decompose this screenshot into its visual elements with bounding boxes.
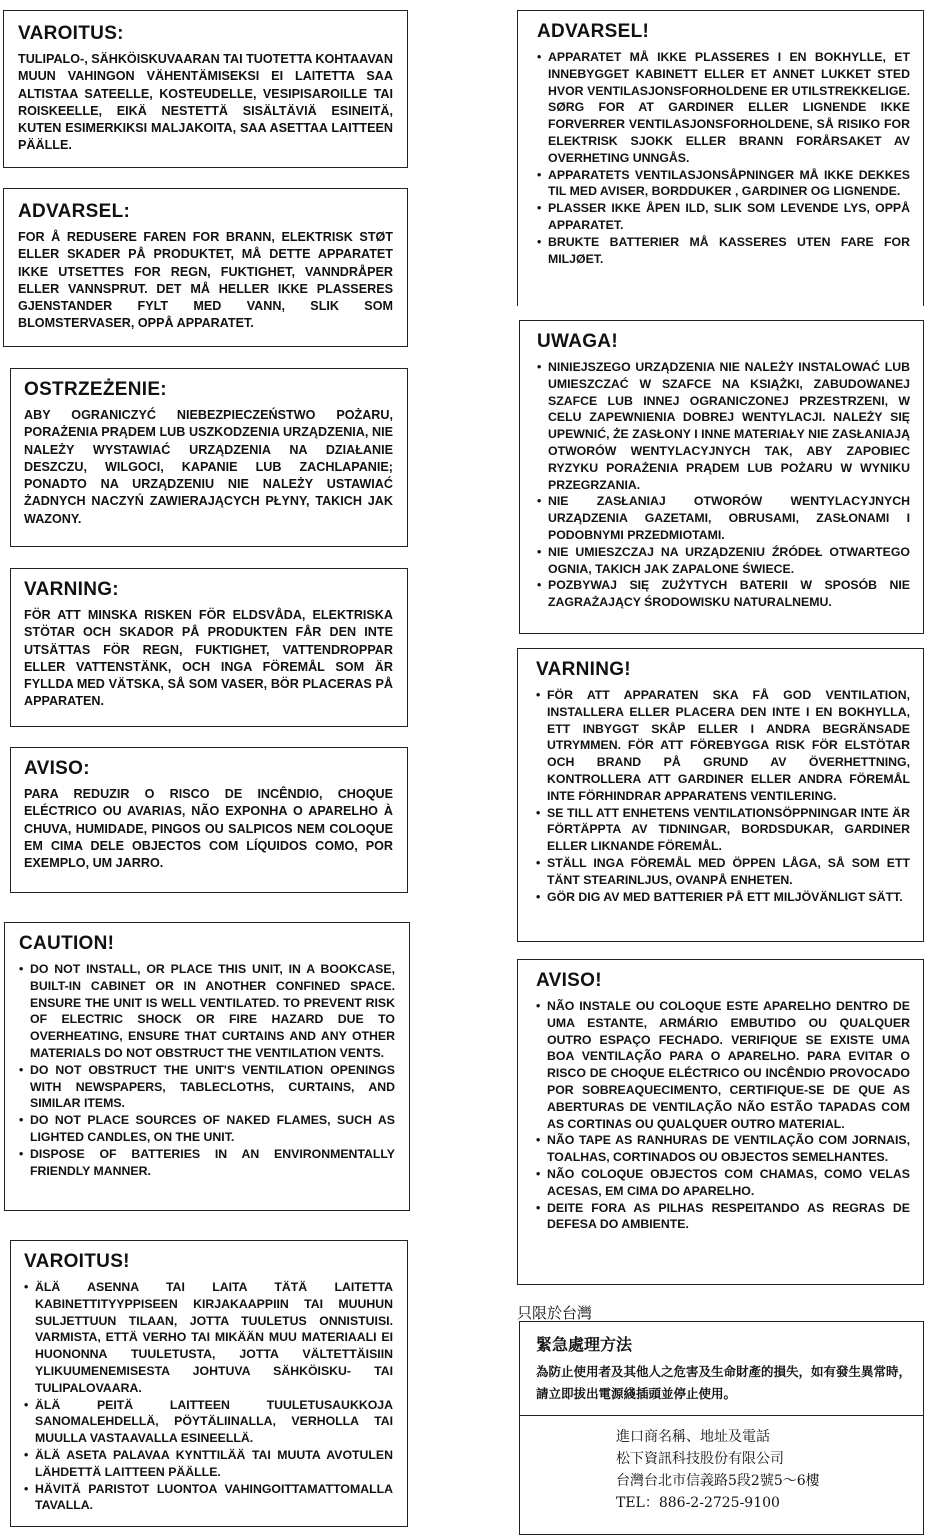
- caution-item: • NINIEJSZEGO URZĄDZENIA NIE NALEŻY INSTALOWAĆ LUB UMIESZCZAĆ W SZAFCE NA KSIĄŻKI, ZABUDOWANEJ SZAFCE LUB INNEJ OGRANICZONEJ PRZESTRZENI, W CELU ZAPEWNIENIA DOBREJ WENTYLACJI. NALEŻY SIĘ UPEWNIĆ, ŻE ZASŁONY I INNE MATERIAŁY NIE ZASŁANIAJĄ OTWORÓW WENTYLACYJNYCH TAK, ABY ZAPOBIEC RYZYKU PORAŻENIA PRĄDEM LUB POŻARU W WYNIKU PRZEGRZANIA.: [537, 359, 910, 493]
- importer-company: 松下資訊科技股份有限公司: [616, 1451, 784, 1467]
- importer-phone: TEL：886-2-2725-9100: [616, 1495, 780, 1511]
- caution-item: • ÄLÄ ASENNA TAI LAITA TÄTÄ LAITETTA KABINETTITYYPPISEEN KIRJAKAAPPIIN TAI MUUHUN SULJETTUUN TILAAN, JOTTA TUULETUS ONNISTUISI. VARMISTA, ETTÄ VERHO TAI MIKÄÄN MUU MATERIAALI EI HUONONNA TUULETUSTA, JOTTA VÄLTETTÄISIIN YLIKUUMENEMISESTA JOHTUVA SÄHKÖISKU- TAI TULIPALOVAARA.: [24, 1279, 393, 1397]
- warning-text: FOR Å REDUSERE FAREN FOR BRANN, ELEKTRISK STØT ELLER SKADER PÅ PRODUKTET, MÅ DETTE APPARATET IKKE UTSETTES FOR REGN, FUKTIGHET, VANNDRÅPER ELLER VANNSPRUT. DET MÅ HELLER IKKE PLASSERES GJENSTANDER FYLT MED VANN, SLIK SOM BLOMSTERVASER, OPPÅ APPARATET.: [18, 230, 393, 331]
- caution-box-norwegian: [517, 10, 924, 306]
- caution-item: • NÃO COLOQUE OBJECTOS COM CHAMAS, COMO VELAS ACESAS, EM CIMA DO APARELHO.: [536, 1166, 910, 1200]
- warning-text: FÖR ATT MINSKA RISKEN FÖR ELDSVÅDA, ELEKTRISKA STÖTAR OCH SKADOR PÅ PRODUKTEN FÅR DEN INTE UTSÄTTAS FÖR REGN, FUKTIGHET, VATTENDROPPAR ELLER VATTENSTÄNK, OCH INGA FÖREMÅL SOM ÄR FYLLDA MED VÄTSKA, SÅ SOM VASER, BÖR PLACERAS PÅ APPARATEN.: [24, 608, 393, 709]
- caution-item: • APPARATETS VENTILASJONSÅPNINGER MÅ IKKE DEKKES TIL MED AVISER, BORDDUKER , GARDINER OG LIGNENDE.: [537, 167, 910, 201]
- emergency-text: 為防止使用者及其他人之危害及生命財產的損失，如有發生異常時，請立即拔出電源綫插頭並停止使用。: [536, 1365, 912, 1401]
- warning-box-portuguese: [10, 747, 408, 893]
- caution-list: [24, 1279, 393, 1514]
- caution-item: • NIE UMIESZCZAJ NA URZĄDZENIU ŹRÓDEŁ OTWARTEGO OGNIA, TAKICH JAK ZAPALONE ŚWIECE.: [537, 544, 910, 578]
- caution-list: [537, 359, 910, 611]
- caution-box-english: [4, 922, 410, 1211]
- caution-list: [537, 49, 910, 267]
- caution-item: • DO NOT PLACE SOURCES OF NAKED FLAMES, SUCH AS LIGHTED CANDLES, ON THE UNIT.: [19, 1112, 395, 1146]
- caution-item: • POZBYWAJ SIĘ ZUŻYTYCH BATERII W SPOSÓB NIE ZAGRAŻAJĄCY ŚRODOWISKU NATURALNEMU.: [537, 577, 910, 611]
- warning-text: TULIPALO-, SÄHKÖISKUVAARAN TAI TUOTETTA KOHTAAVAN MUUN VAHINGON VÄHENTÄMISEKSI EI LAITETTA SAA ALTISTAA SATEELLE, KOSTEUDELLE, VESIPISAROILLE TAI ROISKEELLE, EIKÄ NESTETTÄ SISÄLTÄVIÄ ESINEITÄ, KUTEN ESIMERKIKSI MALJAKOITA, SAA ASETTAA LAITTEEN PÄÄLLE.: [18, 52, 393, 153]
- caution-item: • PLASSER IKKE ÅPEN ILD, SLIK SOM LEVENDE LYS, OPPÅ APPARATET.: [537, 200, 910, 234]
- caution-list: [536, 998, 910, 1233]
- caution-item: • HÄVITÄ PARISTOT LUONTOA VAHINGOITTAMATTOMALLA TAVALLA.: [24, 1481, 393, 1515]
- warning-box-norwegian: [3, 188, 408, 347]
- caution-item: • NÃO TAPE AS RANHURAS DE VENTILAÇÃO COM JORNAIS, TOALHAS, CORTINADOS OU OBJECTOS SEMELHANTES.: [536, 1132, 910, 1166]
- caution-box-portuguese: [517, 959, 924, 1285]
- caution-item: • NÃO INSTALE OU COLOQUE ESTE APARELHO DENTRO DE UMA ESTANTE, ARMÁRIO EMBUTIDO OU QUALQUER OUTRO ESPAÇO FECHADO. VERIFIQUE SE EXISTE UMA BOA VENTILAÇÃO PARA O APARELHO. PARA EVITAR O RISCO DE CHOQUE ELÉCTRICO OU INCÊNDIO PROVOCADO POR SOBREAQUECIMENTO, CERTIFIQUE-SE DE QUE AS ABERTURAS DE VENTILAÇÃO NÃO ESTÃO TAPADAS COM AS CORTINAS OU QUALQUER OUTRO MATERIAL.: [536, 998, 910, 1132]
- caution-title: UWAGA!: [537, 331, 618, 352]
- caution-list: [19, 961, 395, 1179]
- caution-item: • APPARATET MÅ IKKE PLASSERES I EN BOKHYLLE, ET INNEBYGGET KABINETT ELLER ET ANNET LUKKET STED HVOR VENTILASJONSFORHOLDENE ER UTILSTREKKELIGE. SØRG FOR AT GARDINER ELLER LIGNENDE IKKE FORVERRER VENTILASJONSFORHOLDENE, SÅ RISIKO FOR ELEKTRISK SJOKK ELLER BRANN FORÅRSAKET AV OVERHETING UNNGÅS.: [537, 49, 910, 167]
- caution-item: • DISPOSE OF BATTERIES IN AN ENVIRONMENTALLY FRIENDLY MANNER.: [19, 1146, 395, 1180]
- warning-box-swedish: [10, 568, 408, 727]
- warning-text: PARA REDUZIR O RISCO DE INCÊNDIO, CHOQUE ELÉCTRICO OU AVARIAS, NÃO EXPONHA O APARELHO À CHUVA, HUMIDADE, PINGOS OU SALPICOS NEM COLOQUE EM CIMA DELE OBJECTOS COM LÍQUIDOS COMO, POR EXEMPLO, UM JARRO.: [24, 787, 393, 871]
- caution-title: ADVARSEL!: [537, 21, 650, 42]
- caution-title: AVISO!: [536, 970, 602, 991]
- caution-title: VAROITUS!: [24, 1251, 130, 1272]
- caution-item: • FÖR ATT APPARATEN SKA FÅ GOD VENTILATION, INSTALLERA ELLER PLACERA DEN INTE I EN BOKHYLLA, ETT INBYGGT SKÅP ELLER I ANDRA BEGRÄNSADE UTRYMMEN. FÖR ATT FÖREBYGGA RISK FÖR ELSTÖTAR OCH BRAND PÅ GRUND AV ÖVERHETTNING, KONTROLLERA ATT GARDINER ELLER ANDRA FÖREMÅL INTE FÖRHINDRAR APPARATENS VENTILERING.: [536, 687, 910, 805]
- caution-box-swedish: [517, 648, 924, 942]
- warning-box-finnish: [3, 10, 408, 168]
- taiwan-box: [519, 1321, 924, 1535]
- caution-item: • NIE ZASŁANIAJ OTWORÓW WENTYLACYJNYCH URZĄDZENIA GAZETAMI, OBRUSAMI, ZASŁONAMI I PODOBNYMI PRZEDMIOTAMI.: [537, 493, 910, 543]
- caution-list: [536, 687, 910, 905]
- caution-item: • DEITE FORA AS PILHAS RESPEITANDO AS REGRAS DE DEFESA DO AMBIENTE.: [536, 1200, 910, 1234]
- caution-item: • DO NOT OBSTRUCT THE UNIT'S VENTILATION OPENINGS WITH NEWSPAPERS, TABLECLOTHS, CURTAINS, AND SIMILAR ITEMS.: [19, 1062, 395, 1112]
- warning-title: VARNING:: [24, 579, 119, 600]
- warning-title: AVISO:: [24, 758, 90, 779]
- warning-box-polish: [10, 368, 408, 547]
- caution-item: • SE TILL ATT ENHETENS VENTILATIONSÖPPNINGAR INTE ÄR FÖRTÄPPTA AV TIDNINGAR, BORDSDUKAR, GARDINER ELLER LIKNANDE FÖREMÅL.: [536, 805, 910, 855]
- importer-heading: 進口商名稱、地址及電話: [616, 1429, 770, 1445]
- caution-item: • BRUKTE BATTERIER MÅ KASSERES UTEN FARE FOR MILJØET.: [537, 234, 910, 268]
- warning-title: ADVARSEL:: [18, 201, 131, 222]
- warning-title: VAROITUS:: [18, 23, 124, 44]
- caution-item: • STÄLL INGA FÖREMÅL MED ÖPPEN LÅGA, SÅ SOM ETT TÄNT STEARINLJUS, OVANPÅ ENHETEN.: [536, 855, 910, 889]
- caution-item: • GÖR DIG AV MED BATTERIER PÅ ETT MILJÖVÄNLIGT SÄTT.: [536, 889, 910, 906]
- warning-title: OSTRZEŻENIE:: [24, 379, 167, 400]
- importer-section: [520, 1416, 923, 1514]
- warning-text: ABY OGRANICZYĆ NIEBEZPIECZEŃSTWO POŻARU, PORAŻENIA PRĄDEM LUB USZKODZENIA URZĄDZENIA, NIE NALEŻY WYSTAWIAĆ URZĄDZENIA NA DZIAŁANIE DESZCZU, WILGOCI, KAPANIE LUB ZACHLAPANIE; PONADTO NA URZĄDZENIU NIE NALEŻY USTAWIAĆ ŻADNYCH NACZYŃ ZAWIERAJĄCYCH PŁYNY, TAKICH JAK WAZONY.: [24, 408, 393, 526]
- caution-item: • ÄLÄ ASETA PALAVAA KYNTTILÄÄ TAI MUUTA AVOTULEN LÄHDETTÄ LAITTEEN PÄÄLLE.: [24, 1447, 393, 1481]
- emergency-title: 緊急處理方法: [536, 1337, 633, 1354]
- caution-box-polish: [519, 320, 924, 634]
- caution-box-finnish: [10, 1240, 408, 1527]
- importer-address: 台灣台北市信義路5段2號5～6樓: [616, 1473, 820, 1489]
- caution-title: VARNING!: [536, 659, 631, 680]
- caution-item: • ÄLÄ PEITÄ LAITTEEN TUULETUSAUKKOJA SANOMALEHDELLÄ, PÖYTÄLIINALLA, VERHOLLA TAI MUULLA VASTAAVALLA ESINEELLÄ.: [24, 1397, 393, 1447]
- caution-item: • DO NOT INSTALL, OR PLACE THIS UNIT, IN A BOOKCASE, BUILT-IN CABINET OR IN ANOTHER CONFINED SPACE. ENSURE THE UNIT IS WELL VENTILATED. TO PREVENT RISK OF ELECTRIC SHOCK OR FIRE HAZARD DUE TO OVERHEATING, ENSURE THAT CURTAINS AND ANY OTHER MATERIALS DO NOT OBSTRUCT THE VENTILATION VENTS.: [19, 961, 395, 1062]
- caution-title: CAUTION!: [19, 933, 115, 954]
- taiwan-only-label: 只限於台灣: [517, 1304, 593, 1322]
- emergency-section: [520, 1322, 923, 1416]
